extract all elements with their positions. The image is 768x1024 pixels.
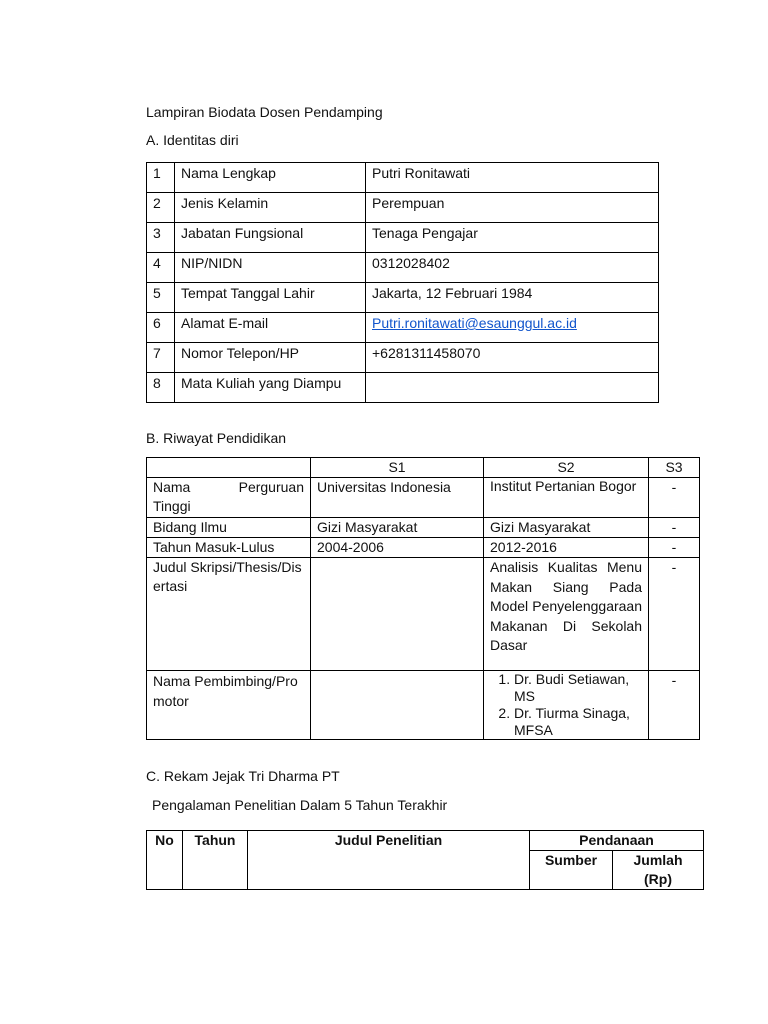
research-table [146,830,704,890]
s2-tahun: 2012-2016 [484,538,649,558]
row-value: +6281311458070 [366,343,659,373]
s3-pembimbing: - [649,671,700,740]
header-s1: S1 [311,458,484,478]
col-sumber: Sumber [530,851,613,890]
table-row [147,343,659,373]
s1-pembimbing [311,671,484,740]
row-label: Tempat Tanggal Lahir [175,283,366,313]
row-value: 0312028402 [366,253,659,283]
row-number: 6 [147,313,175,343]
col-jumlah: Jumlah (Rp) [613,851,704,890]
row-value [366,313,659,343]
label-bidang-ilmu: Bidang Ilmu [147,518,311,538]
row-label: Nama Lengkap [175,163,366,193]
row-value: Perempuan [366,193,659,223]
col-judul-penelitian: Judul Penelitian [248,831,530,890]
row-label: Nomor Telepon/HP [175,343,366,373]
s1-judul [311,558,484,671]
s2-university: Institut Pertanian Bogor [484,478,649,518]
col-pendanaan: Pendanaan [530,831,704,851]
s3-university: - [649,478,700,518]
email-link[interactable]: Putri.ronitawati@esaunggul.ac.id [372,315,577,331]
table-row [147,163,659,193]
table-row [147,253,659,283]
col-no: No [147,831,183,890]
row-number: 5 [147,283,175,313]
education-table [146,457,700,740]
s1-tahun: 2004-2006 [311,538,484,558]
header-s2: S2 [484,458,649,478]
table-row [147,373,659,403]
s3-tahun: - [649,538,700,558]
label-perguruan-word: Perguruan [238,479,304,495]
row-number: 4 [147,253,175,283]
table-row [147,313,659,343]
section-c-subheading: Pengalaman Penelitian Dalam 5 Tahun Terakhir [152,797,448,813]
s3-bidang: - [649,518,700,538]
row-number: 2 [147,193,175,223]
label-nama-word: Nama [153,479,191,495]
label-pembimbing: Nama Pembimbing/Promotor [147,671,311,740]
row-label: Jabatan Fungsional [175,223,366,253]
s2-pembimbing [484,671,649,740]
row-number: 8 [147,373,175,403]
row-label: Mata Kuliah yang Diampu [175,373,366,403]
row-number: 7 [147,343,175,373]
row-number: 3 [147,223,175,253]
s1-bidang: Gizi Masyarakat [311,518,484,538]
row-label: Jenis Kelamin [175,193,366,223]
s2-judul: Analisis Kualitas Menu Makan Siang Pada Model Penyelenggaraan Makanan Di Sekolah Dasar [484,558,649,671]
row-label: NIP/NIDN [175,253,366,283]
header-s3: S3 [649,458,700,478]
row-value: Putri Ronitawati [366,163,659,193]
identity-table [146,162,659,403]
table-row [147,283,659,313]
row-value: Jakarta, 12 Februari 1984 [366,283,659,313]
table-row [147,223,659,253]
page-title: Lampiran Biodata Dosen Pendamping [146,104,383,120]
row-value: Tenaga Pengajar [366,223,659,253]
row-label: Alamat E-mail [175,313,366,343]
section-a-heading: A. Identitas diri [146,132,239,148]
label-tahun: Tahun Masuk-Lulus [147,538,311,558]
s2-pembimbing-list [490,671,642,739]
section-b-heading: B. Riwayat Pendidikan [146,430,287,446]
s3-judul: - [649,558,700,671]
s1-university: Universitas Indonesia [311,478,484,518]
s2-pembimbing-item: 1. Dr. Budi Setiawan, MS [514,671,642,705]
row-number: 1 [147,163,175,193]
row-value [366,373,659,403]
table-row [147,193,659,223]
s2-bidang: Gizi Masyarakat [484,518,649,538]
label-nama-perguruan [147,478,311,518]
section-c-heading: C. Rekam Jejak Tri Dharma PT [146,768,340,784]
col-tahun: Tahun [183,831,248,890]
header-empty-cell [147,458,311,478]
label-judul: Judul Skripsi/Thesis/Disertasi [147,558,311,671]
s2-pembimbing-item: 2. Dr. Tiurma Sinaga, MFSA [514,705,642,739]
label-tinggi-word: Tinggi [153,498,191,514]
